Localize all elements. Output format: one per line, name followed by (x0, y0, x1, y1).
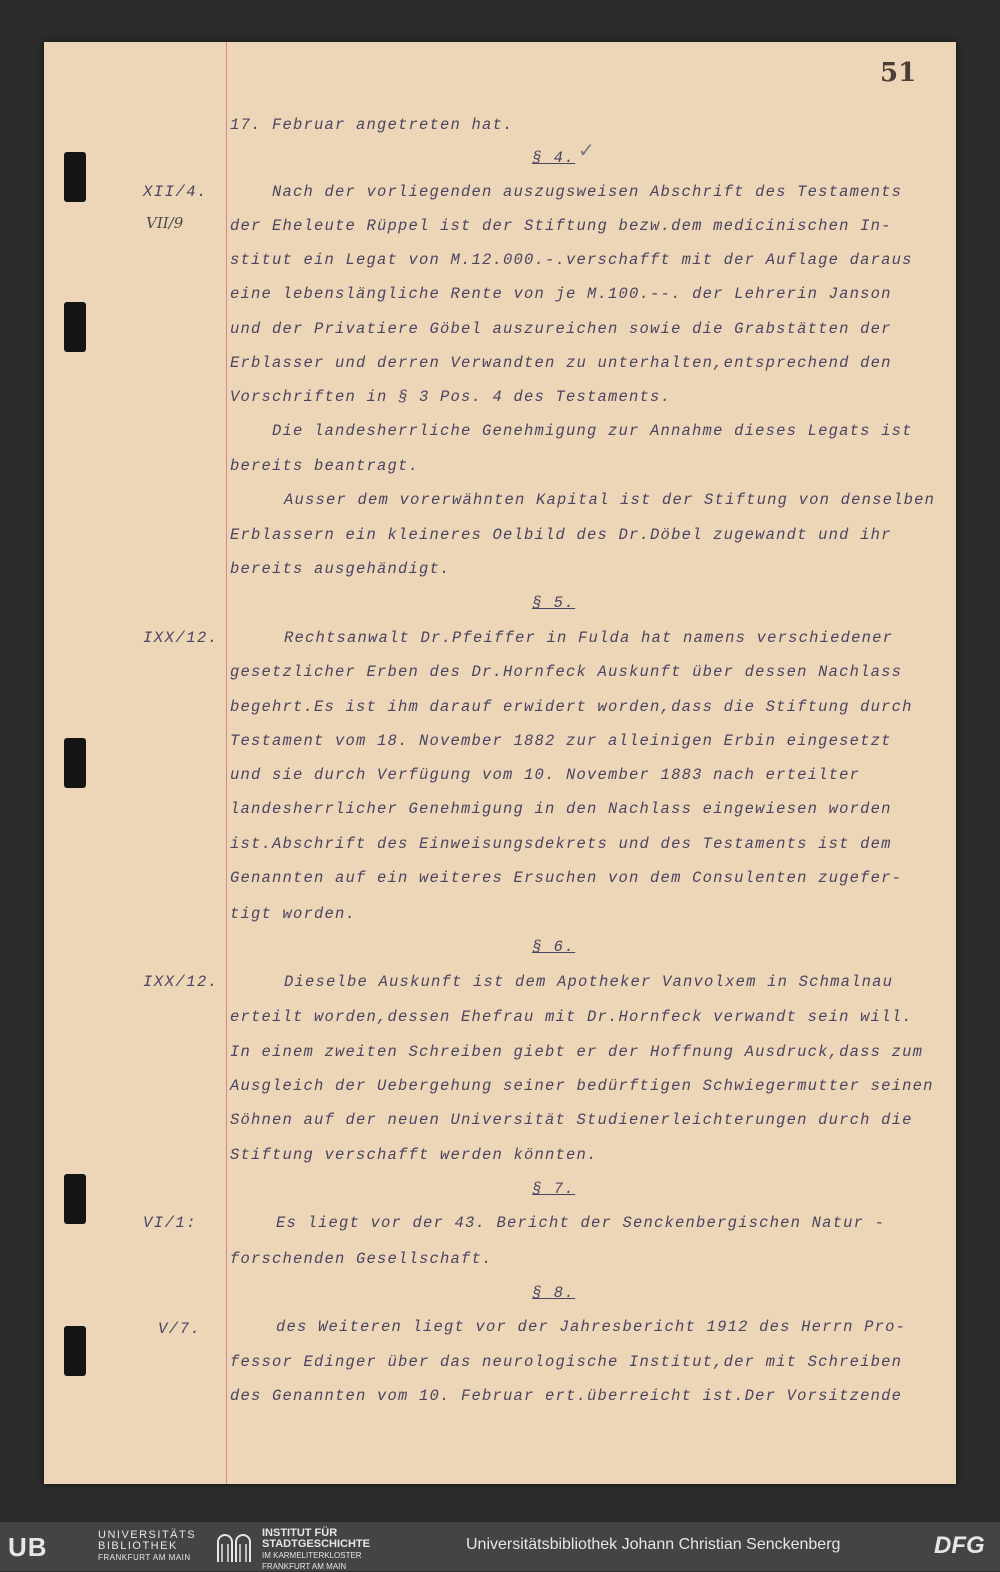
text-line: gesetzlicher Erben des Dr.Hornfeck Auskunft über dessen Nachlass (230, 663, 903, 681)
pencil-margin-ref: VII/9 (146, 214, 184, 232)
library-name: Universitätsbibliothek Johann Christian Senckenberg (466, 1536, 841, 1553)
ub-logo: UB (8, 1532, 48, 1562)
isg-arches-icon (216, 1530, 252, 1562)
text-line: Die landesherrliche Genehmigung zur Annahme dieses Legats ist (272, 422, 913, 440)
margin-ref: VI/1: (143, 1214, 198, 1232)
margin-ref: V/7. (158, 1320, 202, 1338)
text-line: Rechtsanwalt Dr.Pfeiffer in Fulda hat namens verschiedener (284, 629, 894, 647)
text-line: bereits ausgehändigt. (230, 560, 451, 578)
text-line: der Eheleute Rüppel ist der Stiftung bezw.dem medicinischen In- (230, 217, 892, 235)
section-heading: § 7. (532, 1180, 576, 1198)
ub-line1: UNIVERSITÄTS (98, 1529, 197, 1541)
text-line: Ausgleich der Uebergehung seiner bedürftigen Schwiegermutter seinen (230, 1077, 934, 1095)
margin-ref: IXX/12. (143, 973, 219, 991)
text-line: ist.Abschrift des Einweisungsdekrets und des Testaments ist dem (230, 835, 892, 853)
section-heading: § 4. (532, 149, 576, 167)
text-line: Söhnen auf der neuen Universität Studienerleichterungen durch die (230, 1111, 913, 1129)
ub-line2: BIBLIOTHEK (98, 1540, 178, 1552)
ub-line3: FRANKFURT AM MAIN (98, 1553, 191, 1562)
dfg-logo: DFG (934, 1532, 985, 1559)
binder-hole (64, 302, 86, 352)
text-line: Testament vom 18. November 1882 zur alleinigen Erbin eingesetzt (230, 732, 892, 750)
text-line: Dieselbe Auskunft ist dem Apotheker Vanvolxem in Schmalnau (284, 973, 894, 991)
text-line: Stiftung verschafft werden könnten. (230, 1146, 598, 1164)
text-line: Genannten auf ein weiteres Ersuchen von dem Consulenten zugefer- (230, 869, 903, 887)
binder-hole (64, 738, 86, 788)
text-line: erteilt worden,dessen Ehefrau mit Dr.Hornfeck verwandt sein will. (230, 1008, 913, 1026)
text-line: landesherrlicher Genehmigung in den Nachlass eingewiesen worden (230, 800, 892, 818)
isg-line4: FRANKFURT AM MAIN (262, 1562, 347, 1571)
text-line: begehrt.Es ist ihm darauf erwidert worden,dass die Stiftung durch (230, 698, 913, 716)
margin-line (226, 42, 227, 1484)
text-line: bereits beantragt. (230, 457, 420, 475)
text-line: 17. Februar angetreten hat. (230, 116, 514, 134)
isg-line2: STADTGESCHICHTE (262, 1538, 370, 1550)
footer-bar (0, 1522, 1000, 1571)
page-number: 51 (880, 58, 917, 88)
text-line: forschenden Gesellschaft. (230, 1250, 493, 1268)
text-line: stitut ein Legat von M.12.000.-.verschafft mit der Auflage daraus (230, 251, 913, 269)
isg-line3: IM KARMELITERKLOSTER (262, 1551, 362, 1560)
margin-ref: IXX/12. (143, 629, 219, 647)
text-line: des Genannten vom 10. Februar ert.überreicht ist.Der Vorsitzende (230, 1387, 903, 1405)
binder-hole (64, 1174, 86, 1224)
isg-wordmark (262, 1528, 370, 1572)
text-line: Erblasser und derren Verwandten zu unterhalten,entsprechend den (230, 354, 892, 372)
section-heading: § 8. (532, 1284, 576, 1302)
text-line: In einem zweiten Schreiben giebt er der Hoffnung Ausdruck,dass zum (230, 1043, 924, 1061)
isg-line1: INSTITUT FÜR (262, 1527, 338, 1539)
check-mark-icon: ✓ (578, 138, 595, 162)
margin-ref: XII/4. (143, 183, 208, 201)
section-heading: § 6. (532, 938, 576, 956)
section-heading: § 5. (532, 594, 576, 612)
ub-wordmark (98, 1530, 196, 1563)
text-line: und sie durch Verfügung vom 10. November 1883 nach erteilter (230, 766, 861, 784)
text-line: Nach der vorliegenden auszugsweisen Abschrift des Testaments (272, 183, 903, 201)
text-line: tigt worden. (230, 905, 357, 923)
text-line: Es liegt vor der 43. Bericht der Senckenbergischen Natur - (276, 1214, 886, 1232)
text-line: Ausser dem vorerwähnten Kapital ist der Stiftung von denselben (284, 491, 936, 509)
text-line: des Weiteren liegt vor der Jahresbericht 1912 des Herrn Pro- (276, 1318, 907, 1336)
text-line: Vorschriften in § 3 Pos. 4 des Testaments. (230, 388, 672, 406)
text-line: fessor Edinger über das neurologische Institut,der mit Schreiben (230, 1353, 903, 1371)
text-line: Erblassern ein kleineres Oelbild des Dr.Döbel zugewandt und ihr (230, 526, 892, 544)
text-line: und der Privatiere Göbel auszureichen sowie die Grabstätten der (230, 320, 892, 338)
text-line: eine lebenslängliche Rente von je M.100.--. der Lehrerin Janson (230, 285, 892, 303)
binder-hole (64, 1326, 86, 1376)
binder-hole (64, 152, 86, 202)
